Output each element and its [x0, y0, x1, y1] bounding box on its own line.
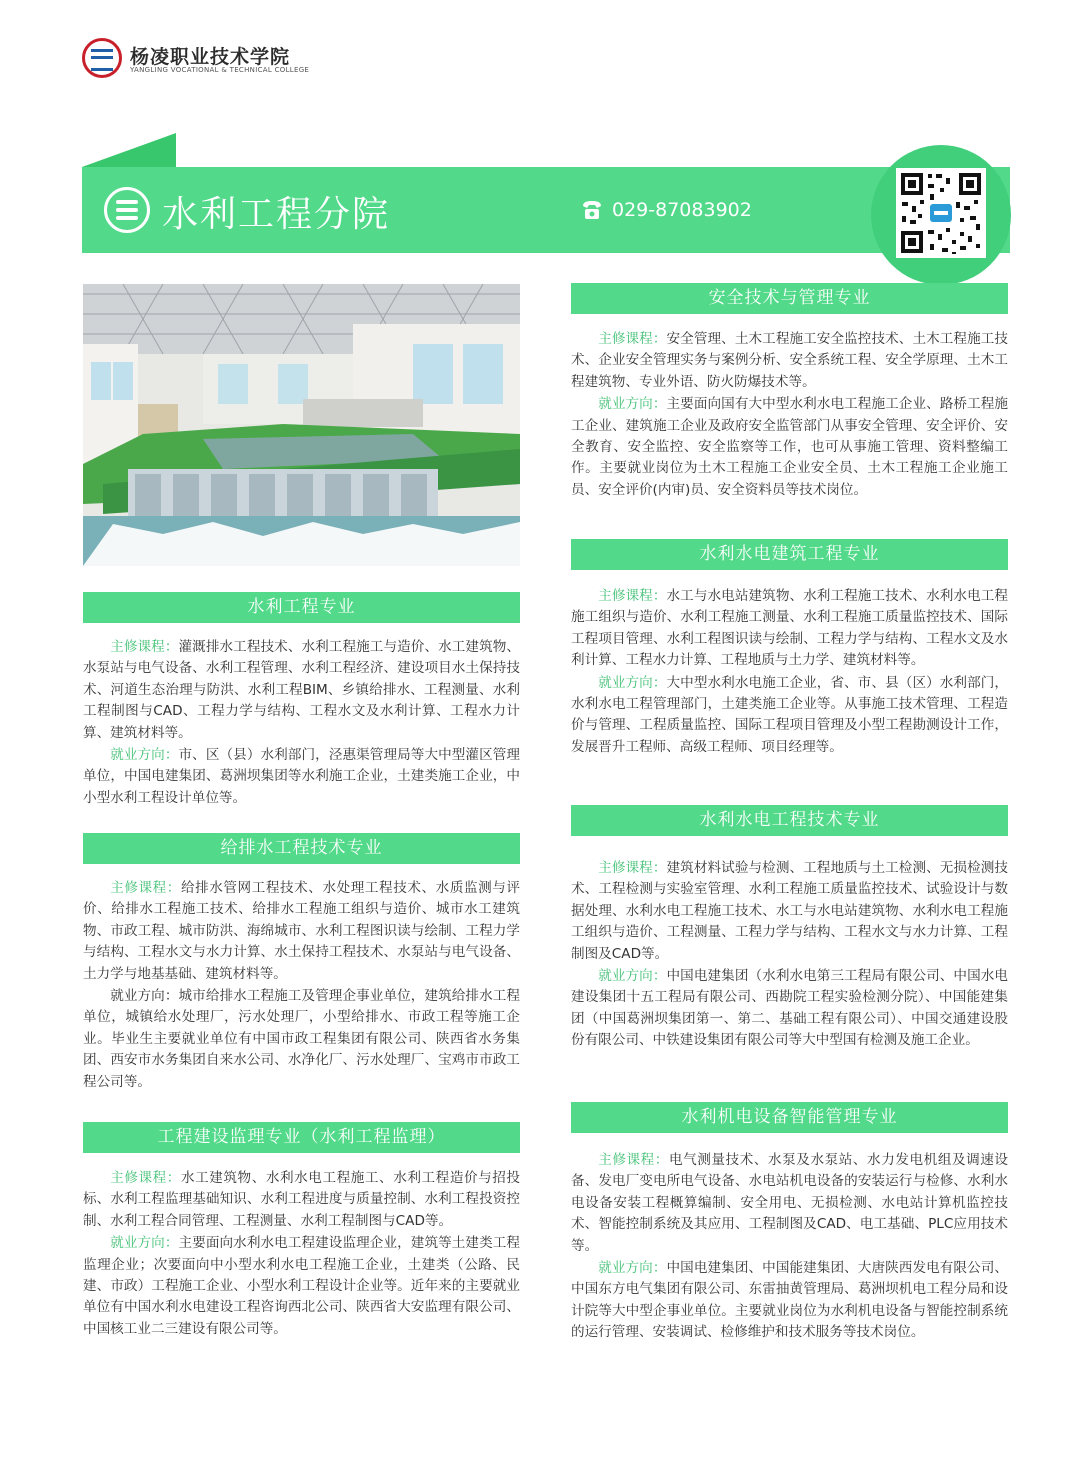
- jobs-text: 大中型水利水电施工企业，省、市、县（区）水利部门，水利水电工程管理部门，土建类施工企业等。从事施工技术管理、工程造价与管理、工程质量监控、国际工程项目管理及小型工程勘测设计工作，发展晋升工程师、高级工程师、项目经理等。: [571, 674, 1009, 755]
- courses-label: 主修课程：: [110, 1170, 181, 1186]
- jobs-text: 主要面向国有大中型水利水电工程施工企业、路桥工程施工企业、建筑施工企业及政府安全监管部门从事安全管理、安全评价、安全教育、安全监控、安全监察等工作，也可从事施工管理、资料整编工作。主要就业岗位为土木工程施工企业安全员、土木工程施工企业施工员、安全评价(内审)员、安全资料员等技术岗位。: [571, 396, 1009, 498]
- courses-label: 主修课程：: [598, 1152, 669, 1168]
- section-body: [571, 586, 1008, 759]
- section-body: [83, 878, 520, 1094]
- jobs-text: 城市给排水工程施工及管理企事业单位，建筑给排水工程单位，城镇给水处理厂，污水处理厂，小型给排水、市政工程等施工企业。毕业生主要就业单位有中国市政工程集团有限公司、陕西省水务集团、西安市水务集团自来水公司、水净化厂、污水处理厂、宝鸡市市政工程公司等。: [83, 988, 521, 1090]
- college-name: 杨凌职业技术学院: [130, 46, 291, 68]
- jobs-text: 中国电建集团、中国能建集团、大唐陕西发电有限公司、中国东方电气集团有限公司、东雷抽黄管理局、葛洲坝机电工程分局和设计院等大中型企事业单位。主要就业岗位为水利机电设备与智能控制系统的运行管理、安装调试、检修维护和技术服务等技术岗位。: [571, 1260, 1009, 1341]
- section-title: 水利水电工程技术专业: [571, 805, 1008, 836]
- jobs-text: 中国电建集团（水利水电第三工程局有限公司、中国水电建设集团十五工程局有限公司、西勘院工程实验检测分院）、中国能建集团（中国葛洲坝集团第一、第二、基础工程有限公司）、中国交通建设股份有限公司、中铁建设集团有限公司等大中型国有检测及施工企业。: [571, 968, 1009, 1049]
- courses-text: 灌溉排水工程技术、水利工程施工与造价、水工建筑物、水泵站与电气设备、水利工程管理、水利工程经济、建设项目水土保持技术、河道生态治理与防洪、水利工程BIM、乡镇给排水、工程测量、水利工程制图与CAD、工程力学与结构、工程水文及水利计算、工程水力计算、建筑材料等。: [83, 639, 521, 741]
- phone-icon: [580, 198, 604, 222]
- department-title: 水利工程分院: [162, 194, 391, 235]
- courses-label: 主修课程：: [598, 860, 667, 876]
- courses-label: 主修课程：: [598, 331, 667, 347]
- jobs-label: 就业方向：: [598, 396, 667, 413]
- jobs-label: 就业方向：: [110, 988, 179, 1005]
- jobs-text: 主要面向水利水电工程建设监理企业，建筑等土建类工程监理企业；次要面向中小型水利水电工程施工企业，土建类（公路、民建、市政）工程施工企业、小型水利工程设计企业等。近年来的主要就业单位有中国水利水电建设工程咨询西北公司、陕西省大安监理有限公司、中国核工业二三建设有限公司等。: [83, 1235, 521, 1337]
- courses-label: 主修课程：: [110, 880, 181, 896]
- courses-label: 主修课程：: [598, 588, 667, 604]
- courses-text: 水工建筑物、水利水电工程施工、水利工程造价与招投标、水利工程监理基础知识、水利工程进度与质量控制、水利工程投资控制、水利工程合同管理、工程测量、水利工程制图与CAD等。: [83, 1170, 521, 1229]
- hydraulic-lab-photo: [83, 284, 520, 566]
- section-title: 水利工程专业: [83, 592, 520, 623]
- courses-text: 安全管理、土木工程施工安全监控技术、土木工程施工技术、企业安全管理实务与案例分析、安全系统工程、安全学原理、土木工程建筑物、专业外语、防火防爆技术等。: [571, 331, 1009, 390]
- jobs-text: 市、区（县）水利部门，泾惠渠管理局等大中型灌区管理单位，中国电建集团、葛洲坝集团等水利施工企业，土建类施工企业，中小型水利工程设计单位等。: [83, 747, 521, 806]
- section-title: 工程建设监理专业（水利工程监理）: [83, 1122, 520, 1153]
- section-body: [83, 1168, 520, 1341]
- section-title: 安全技术与管理专业: [571, 283, 1008, 314]
- jobs-label: 就业方向：: [598, 968, 667, 985]
- jobs-label: 就业方向：: [598, 674, 667, 691]
- jobs-label: 就业方向：: [110, 747, 179, 764]
- college-name-en: YANGLING VOCATIONAL & TECHNICAL COLLEGE: [130, 66, 310, 74]
- phone-number: 029-87083902: [612, 199, 752, 221]
- section-body: [83, 637, 520, 810]
- courses-text: 水工与水电站建筑物、水利工程施工技术、水利水电工程施工组织与造价、水利工程施工测量、水利工程施工质量监控技术、国际工程项目管理、水利工程图识读与绘制、工程力学与结构、工程水文及水利计算、工程水力计算、工程地质与土力学、建筑材料等。: [571, 588, 1009, 669]
- courses-text: 电气测量技术、水泵及水泵站、水力发电机组及调速设备、发电厂变电所电气设备、水电站机电设备的安装运行与检修、水利水电设备安装工程概算编制、安全用电、无损检测、水电站计算机监控技术、智能控制系统及其应用、工程制图及CAD、电工基础、PLC应用技术等。: [571, 1152, 1009, 1254]
- section-title: 水利机电设备智能管理专业: [571, 1102, 1008, 1133]
- college-logo: [82, 38, 122, 78]
- jobs-label: 就业方向：: [598, 1260, 667, 1277]
- section-body: [571, 1150, 1008, 1345]
- banner-flap: [82, 133, 176, 167]
- section-body: [571, 858, 1008, 1053]
- department-logo-icon: [104, 187, 150, 233]
- qr-code-icon: [896, 168, 986, 258]
- section-title: 水利水电建筑工程专业: [571, 539, 1008, 570]
- courses-label: 主修课程：: [110, 639, 179, 655]
- jobs-label: 就业方向：: [110, 1235, 179, 1252]
- courses-text: 建筑材料试验与检测、工程地质与土工检测、无损检测技术、工程检测与实验室管理、水利工程施工质量监控技术、试验设计与数据处理、水利水电工程施工技术、水工与水电站建筑物、水利水电工程施工组织与造价、工程测量、工程力学与结构、工程水文与水力计算、工程制图及CAD等。: [571, 860, 1009, 962]
- section-title: 给排水工程技术专业: [83, 833, 520, 864]
- section-body: [571, 329, 1008, 502]
- courses-text: 给排水管网工程技术、水处理工程技术、水质监测与评价、给排水工程施工技术、给排水工程施工组织与造价、城市水工建筑物、市政工程、城市防洪、海绵城市、水利工程图识读与绘制、工程力学与结构、工程水文与水力计算、水土保持工程技术、水泵站与电气设备、土力学与地基基础、建筑材料等。: [83, 880, 521, 982]
